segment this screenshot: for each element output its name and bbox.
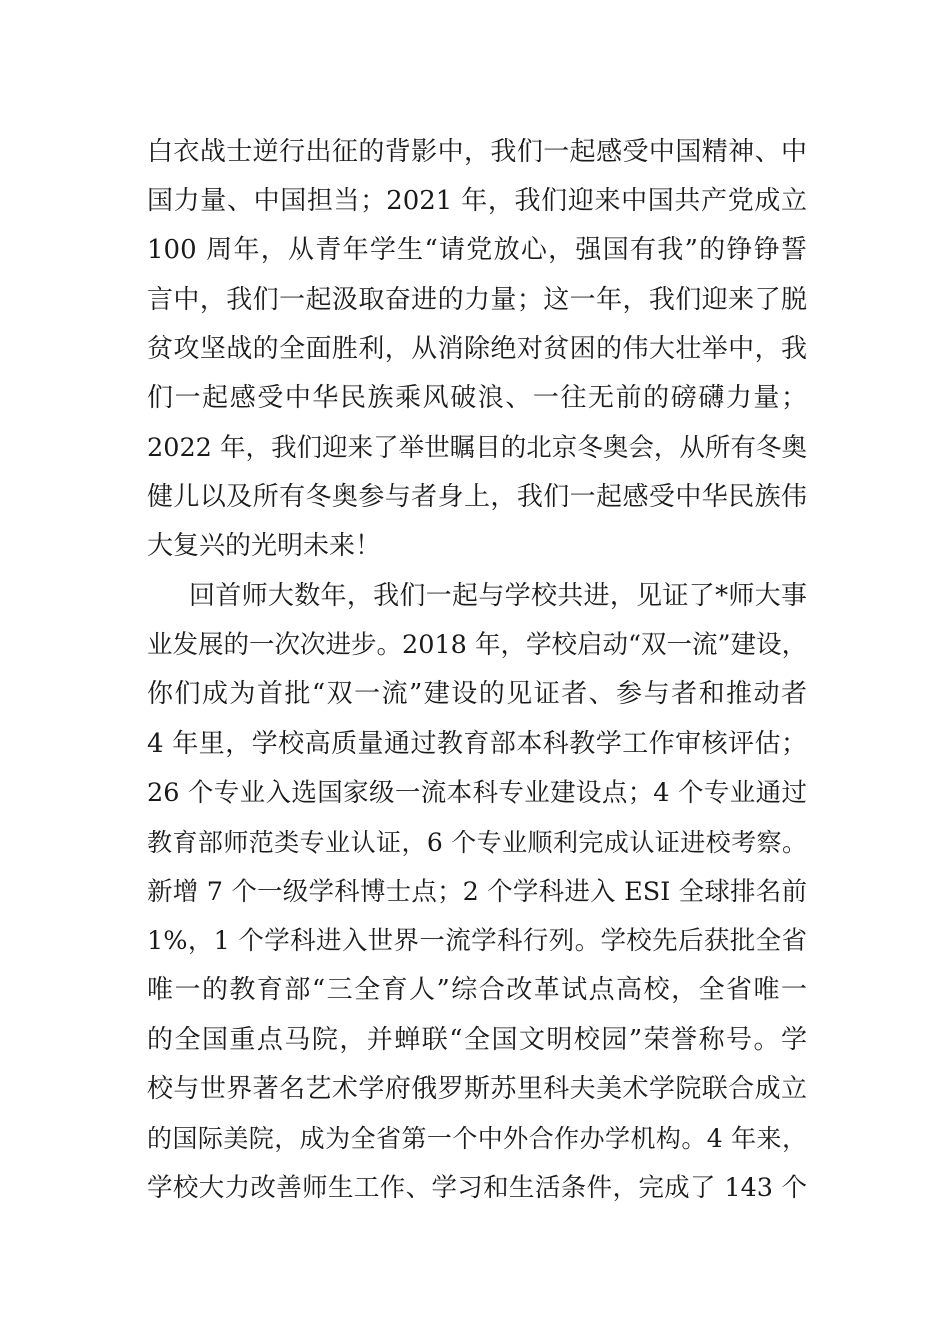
text-line: 新增 7 个一级学科博士点；2 个学科进入 ESI 全球排名前 bbox=[147, 877, 807, 907]
text-line: 健儿以及所有冬奥参与者身上，我们一起感受中华民族伟 bbox=[147, 482, 807, 512]
text-line: 学校大力改善师生工作、学习和生活条件，完成了 143 个 bbox=[147, 1173, 807, 1203]
text-line: 们一起感受中华民族乘风破浪、一往无前的磅礴力量； bbox=[147, 383, 807, 413]
text-line: 校与世界著名艺术学府俄罗斯苏里科夫美术学院联合成立 bbox=[147, 1074, 807, 1104]
text-line: 教育部师范类专业认证，6 个专业顺利完成认证进校考察。 bbox=[147, 828, 807, 857]
text-line: 1%，1 个学科进入世界一流学科行列。学校先后获批全省 bbox=[147, 926, 807, 956]
text-line: 大复兴的光明未来！ bbox=[147, 531, 382, 561]
text-line: 白衣战士逆行出征的背影中，我们一起感受中国精神、中 bbox=[147, 137, 807, 167]
text-line: 唯一的教育部“三全育人”综合改革试点高校，全省唯一 bbox=[147, 975, 807, 1005]
text-line: 贫攻坚战的全面胜利，从消除绝对贫困的伟大壮举中，我 bbox=[147, 334, 807, 364]
text-line: 言中，我们一起汲取奋进的力量；这一年，我们迎来了脱 bbox=[147, 285, 807, 315]
text-line: 回首师大数年，我们一起与学校共进，见证了*师大事 bbox=[189, 581, 807, 611]
text-line: 2022 年，我们迎来了举世瞩目的北京冬奥会，从所有冬奥 bbox=[147, 433, 807, 463]
text-line: 4 年里，学校高质量通过教育部本科教学工作审核评估； bbox=[147, 729, 807, 759]
text-line: 的国际美院，成为全省第一个中外合作办学机构。4 年来， bbox=[147, 1124, 807, 1153]
text-line: 100 周年，从青年学生“请党放心，强国有我”的铮铮誓 bbox=[147, 235, 807, 265]
text-line: 业发展的一次次进步。2018 年，学校启动“双一流”建设， bbox=[147, 630, 808, 660]
text-line: 国力量、中国担当；2021 年，我们迎来中国共产党成立 bbox=[147, 186, 807, 216]
text-line: 你们成为首批“双一流”建设的见证者、参与者和推动者 bbox=[147, 679, 807, 709]
text-line: 26 个专业入选国家级一流本科专业建设点；4 个专业通过 bbox=[147, 778, 807, 808]
text-line: 的全国重点马院，并蝉联“全国文明校园”荣誉称号。学 bbox=[147, 1025, 807, 1055]
